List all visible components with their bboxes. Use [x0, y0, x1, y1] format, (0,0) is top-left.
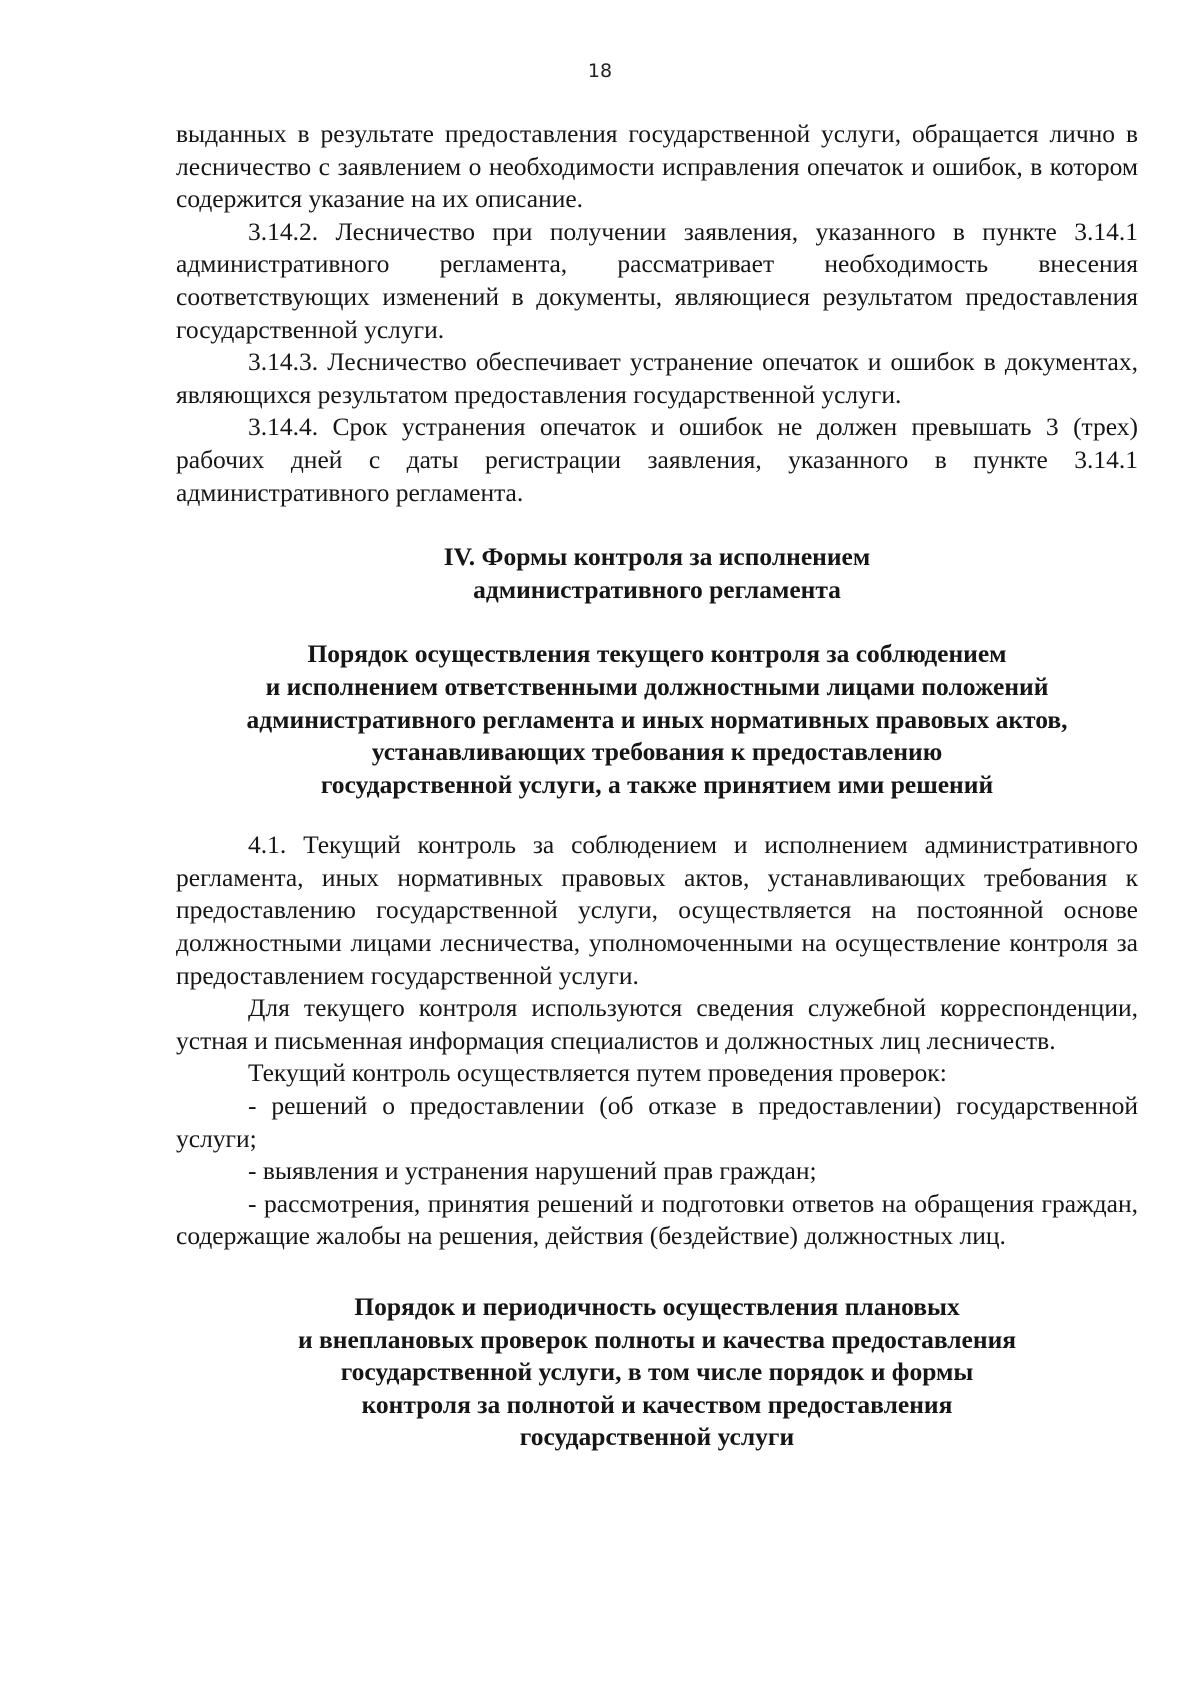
subheading-line: Порядок осуществления текущего контроля за соблюдением	[307, 639, 1007, 669]
subheading-line: контроля за полнотой и качеством предоставления	[361, 1389, 953, 1419]
subheading-line: государственной услуги	[519, 1422, 795, 1452]
subheading-line: и внеплановых проверок полноты и качества предоставления	[297, 1324, 1017, 1354]
paragraph-continuation: выданных в результате предоставления государственной услуги, обращается лично в лесничество с заявлением о необходимости исправления опечаток и ошибок, в котором содержится указание на их описание.	[176, 119, 1138, 214]
subheading-line: устанавливающих требования к предоставлению	[371, 737, 943, 767]
paragraph-sources: Для текущего контроля используются сведения служебной корреспонденции, устная и письменная информация специалистов и должностных лиц лесничеств.	[176, 993, 1138, 1055]
subheading-current-control	[176, 638, 1138, 801]
subheading-line: государственной услуги, а также принятием ими решений	[320, 769, 994, 799]
subheading-line: Порядок и периодичность осуществления плановых	[354, 1292, 960, 1321]
paragraph-3-14-2: 3.14.2. Лесничество при получении заявления, указанного в пункте 3.14.1 административного регламента, рассматривает необходимость внесения соответствующих изменений в документы, являющиеся результатом предоставления государственной услуги.	[176, 216, 1138, 344]
section-heading-line: IV. Формы контроля за исполнением	[443, 542, 871, 572]
subheading-line: государственной услуги, в том числе порядок и формы	[340, 1357, 974, 1387]
paragraph-3-14-4: 3.14.4. Срок устранения опечаток и ошибок не должен превышать 3 (трех) рабочих дней с даты регистрации заявления, указанного в пункте 3.14.1 административного регламента.	[176, 412, 1138, 507]
section-heading	[176, 541, 1138, 606]
subheading-line: административного регламента и иных нормативных правовых актов,	[246, 704, 1068, 734]
paragraph-4-1: 4.1. Текущий контроль за соблюдением и исполнением административного регламента, иных нормативных правовых актов, устанавливающих требования к предоставлению государственной услуги, осуществляется на постоянной основе должностными лицами лесничества, уполномоченными на осуществление контроля за предоставлением государственной услуги.	[176, 830, 1138, 990]
section-heading-line: административного регламента	[473, 574, 841, 604]
subheading-inspections	[176, 1291, 1138, 1454]
list-item: - выявления и устранения нарушений прав граждан;	[248, 1156, 817, 1186]
document-body	[176, 118, 1138, 1454]
paragraph-3-14-3: 3.14.3. Лесничество обеспечивает устранение опечаток и ошибок в документах, являющихся результатом предоставления государственной услуги.	[176, 347, 1138, 409]
page-number: 18	[587, 60, 613, 82]
list-item: - рассмотрения, принятия решений и подготовки ответов на обращения граждан, содержащие жалобы на решения, действия (бездействие) должностных лиц.	[176, 1188, 1138, 1251]
paragraph-checks-intro: Текущий контроль осуществляется путем проведения проверок:	[248, 1058, 947, 1088]
list-item: - решений о предоставлении (об отказе в предоставлении) государственной услуги;	[176, 1091, 1138, 1153]
subheading-line: и исполнением ответственными должностными лицами положений	[265, 671, 1049, 701]
